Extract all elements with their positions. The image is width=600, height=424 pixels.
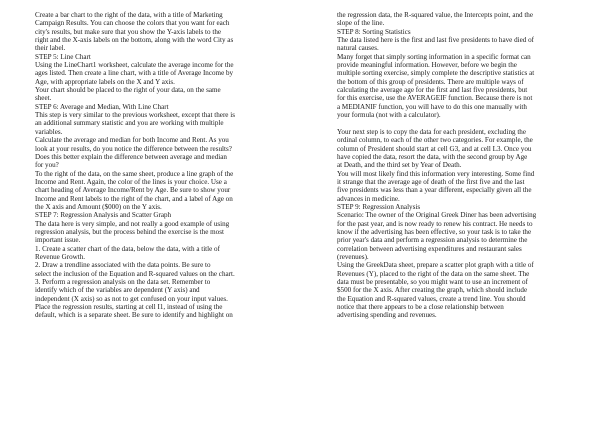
- text-line: STEP 6: Average and Median, With Line Chart: [35, 102, 169, 111]
- text-line: identify which of the variables are dependent (Y axis) and: [35, 286, 200, 295]
- text-line: ages listed. Then create a line chart, with a title of Average Income by: [35, 69, 234, 78]
- text-line: data must be presentable, so you might want to use an increment of: [337, 278, 528, 286]
- text-line: default, which is a separate sheet. Be sure to identify and highlight on: [35, 311, 233, 320]
- text-line: notice that there appears to be a close relationship between: [337, 303, 504, 312]
- text-line: city's results, but make sure that you show the Y-axis labels to the: [35, 27, 222, 36]
- text-line: The data listed here is the first and last five presidents to have died of: [337, 36, 534, 45]
- text-line: STEP 5: Line Chart: [35, 52, 91, 61]
- text-line: the regression data, the R-squared value, the Intercepts point, and the: [337, 11, 533, 19]
- text-line: important issue.: [35, 236, 81, 245]
- text-line: know if the advertising has been effective, so your task is to take the: [337, 227, 532, 236]
- right-text-column: [337, 11, 595, 320]
- text-line: select the inclusion of the Equation and R-squared values on the chart.: [35, 269, 235, 278]
- text-line: correlation between advertising expenditures and restaurant sales: [337, 244, 522, 253]
- text-line: for this exercise, use the AVERAGEIF function. Because there is not: [337, 94, 533, 103]
- text-line: five presidents was less than a year different, especially given all the: [337, 186, 532, 195]
- text-line: Create a bar chart to the right of the data, with a title of Marketing: [35, 11, 223, 19]
- text-line: Scenario: The owner of the Original Greek Diner has been advertising: [337, 211, 537, 220]
- text-line: (revenues).: [337, 252, 369, 261]
- text-line: To the right of the data, on the same sheet, produce a line graph of the: [35, 169, 234, 178]
- text-line: $500 for the X axis. After creating the graph, which should include: [337, 286, 528, 295]
- text-line: 2. Draw a trendline associated with the data points. Be sure to: [35, 261, 211, 270]
- text-line: chart heading of Average Income/Rent by Age. Be sure to show your: [35, 186, 231, 195]
- text-line: Does this better explain the difference between average and median: [35, 152, 227, 161]
- text-line: [337, 119, 595, 127]
- text-line: independent (X axis) so as not to get confused on your input values.: [35, 294, 228, 303]
- text-line: 3. Perform a regression analysis on the data set. Remember to: [35, 278, 211, 286]
- text-line: at Death, and the third set by Year of Death.: [337, 161, 462, 170]
- text-line: Many forget that simply sorting information in a specific format can: [337, 52, 531, 61]
- text-line: prior year's data and perform a regression analysis to determine the: [337, 236, 528, 245]
- text-line: STEP 9: Regression Analysis: [337, 202, 421, 211]
- text-line: a MEDIANIF function, you will have to do this one manually with: [337, 102, 527, 111]
- text-line: Income and Rent. Again, the color of the lines is your choice. Use a: [35, 177, 227, 186]
- text-line: look at your results, do you notice the difference between the results?: [35, 144, 232, 153]
- text-line: Income and Rent labels to the right of the chart, and a label of Age on: [35, 194, 233, 203]
- text-line: STEP 7: Regression Analysis and Scatter Graph: [35, 211, 172, 220]
- text-line: Revenue Growth.: [35, 252, 86, 261]
- text-line: column of President should start at cell G3, and at cell L3. Once you: [337, 144, 532, 153]
- text-line: their label.: [35, 44, 66, 53]
- text-line: advertising spending and revenues.: [337, 311, 437, 320]
- text-line: Using the LineChart1 worksheet, calculate the average income for the: [35, 61, 234, 70]
- text-line: Using the GreekData sheet, prepare a scatter plot graph with a title of: [337, 261, 534, 270]
- text-line: 1. Create a scatter chart of the data, below the data, with a title of: [35, 244, 220, 253]
- text-line: calculating the average age for the first and last five presidents, but: [337, 86, 528, 95]
- text-line: advances in medicine.: [337, 194, 400, 203]
- text-line: for you?: [35, 161, 59, 170]
- text-line: This step is very similar to the previous worksheet, except that there is: [35, 111, 235, 120]
- text-line: Your chart should be placed to the right of your data, on the same: [35, 86, 221, 95]
- text-line: ordinal column, to each of the other two categories. For example, the: [337, 136, 533, 145]
- text-line: your formula (not with a calculator).: [337, 111, 441, 120]
- text-line: Age, with appropriate labels on the X and Y axis.: [35, 77, 175, 86]
- text-line: sheet.: [35, 94, 52, 103]
- text-line: the Equation and R-squared values, create a trend line. You should: [337, 294, 526, 303]
- text-line: STEP 8: Sorting Statistics: [337, 27, 411, 36]
- text-line: Revenues (Y), placed to the right of the data on the same sheet. The: [337, 269, 530, 278]
- text-line: have copied the data, resort the data, with the second group by Age: [337, 152, 528, 161]
- text-line: the X axis and Amount ($000) on the Y axis.: [35, 202, 162, 211]
- text-line: for the past year, and is now ready to renew his contract. He needs to: [337, 219, 533, 228]
- text-line: You will most likely find this information very interesting. Some find: [337, 169, 535, 178]
- text-line: Calculate the average and median for both Income and Rent. As you: [35, 136, 229, 145]
- text-line: Campaign Results. You can choose the colors that you want for each: [35, 19, 230, 28]
- text-line: right and the X-axis labels on the bottom, along with the word City as: [35, 36, 234, 45]
- text-line: Place the regression results, starting at cell I1, instead of using the: [35, 303, 223, 312]
- text-line: slope of the line.: [337, 19, 385, 28]
- text-line: an additional summary statistic and you are working with multiple: [35, 119, 224, 128]
- text-line: it strange that the average age of death of the first five and the last: [337, 177, 525, 186]
- text-line: regression analysis, but the process behind the exercise is the most: [35, 227, 224, 236]
- text-line: the bottom of this group of presidents. There are multiple ways of: [337, 77, 524, 86]
- text-line: variables.: [35, 127, 63, 136]
- text-line: natural causes.: [337, 44, 379, 53]
- text-line: Your next step is to copy the data for each president, excluding the: [337, 127, 526, 136]
- text-line: The data here is very simple, and not really a good example of using: [35, 219, 230, 228]
- text-line: multiple sorting exercise, simply complete the descriptive statistics at: [337, 69, 535, 78]
- left-text-column: [35, 11, 293, 320]
- text-line: provide meaningful information. However, before we begin the: [337, 61, 517, 70]
